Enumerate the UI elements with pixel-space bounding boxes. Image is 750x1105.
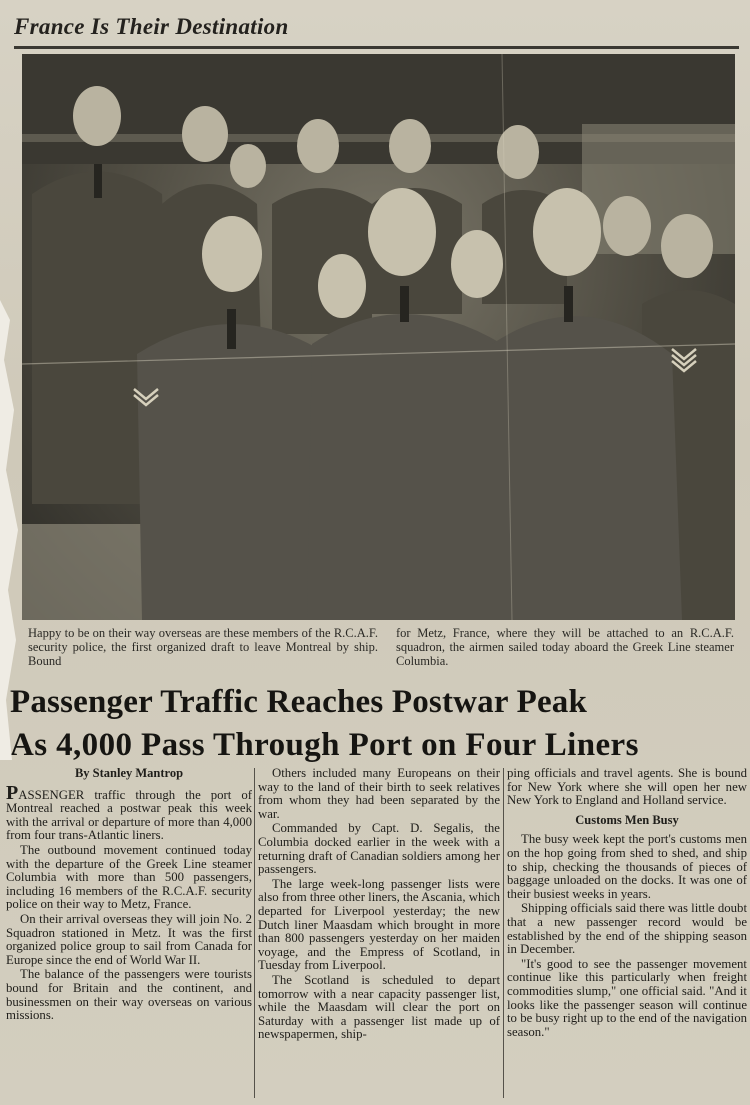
- kicker-rule: [14, 46, 739, 49]
- group-photo-airmen: [22, 54, 735, 620]
- article-paragraph: Commanded by Capt. D. Segalis, the Columbia docked earlier in the week with a returning draft of Canadian soldiers among her passengers.: [258, 821, 500, 877]
- front-row-uniforms: [137, 314, 682, 620]
- byline: By Stanley Mantrop: [74, 766, 184, 780]
- article-paragraph: The balance of the passengers were tourists bound for Britain and the continent, and businessmen on their way overseas on various missions.: [6, 967, 252, 1023]
- article-headline-line1: Passenger Traffic Reaches Postwar Peak: [10, 684, 588, 720]
- article-headline-line2: As 4,000 Pass Through Port on Four Liners: [10, 727, 639, 763]
- column-divider: [503, 768, 504, 1098]
- photo-caption-right: for Metz, France, where they will be attached to an R.C.A.F. squadron, the airmen sailed today aboard the Greek Line steamer Columbia.: [396, 626, 734, 668]
- article-paragraph: Others included many Europeans on their way to the land of their birth to seek relatives from whom they had been separated by the war.: [258, 766, 500, 821]
- photo-kicker-headline: France Is Their Destination: [14, 14, 289, 39]
- photo-illustration: [22, 54, 735, 620]
- article-paragraph: The large week-long passenger lists were also from three other liners, the Ascania, which departed for Liverpool yesterday; the new Dutch liner Maasdam which brought in more than 800 passengers yesterday on her maiden voyage, and the Empress of Scotland, in Tuesday from Liverpool.: [258, 876, 500, 973]
- drop-cap: P: [6, 781, 19, 804]
- article-paragraph: On their arrival overseas they will join No. 2 Squadron stationed in Metz. It was the first organized police group to sail from Canada for Europe since the end of World War II.: [6, 911, 252, 967]
- article-paragraph: "It's good to see the passenger movement continue like this particularly when freight commodities slump," one official said. "And it looks like the passenger season will continue to be busy right up to the end of the navigation season.": [507, 956, 747, 1039]
- subhead: Customs Men Busy: [575, 812, 679, 827]
- photo-caption-left: Happy to be on their way overseas are these members of the R.C.A.F. security police, the first organized draft to leave Montreal by ship. Bound: [28, 626, 378, 668]
- article-column-2: [258, 767, 500, 1043]
- article-column-3: [507, 767, 747, 1040]
- article-paragraph: Shipping officials said there was little doubt that a new passenger record would be established by the end of the shipping season in December.: [507, 901, 747, 957]
- article-paragraph: The Scotland is scheduled to depart tomorrow with a near capacity passenger list, while the Maasdam will clear the port on Saturday with a passenger list made up of newspapermen, ship-: [258, 972, 500, 1042]
- article-column-1: [6, 767, 252, 1024]
- paragraph-text: ASSENGER traffic through the port of Montreal reached a postwar peak this week with the arrival or departure of more than 4,000 from four trans-Atlantic liners.: [6, 787, 252, 843]
- article-paragraph: [6, 781, 252, 843]
- article-paragraph: ping officials and travel agents. She is bound for New York where she will open her new New York to England and Holland service.: [507, 766, 747, 808]
- column-divider: [254, 768, 255, 1098]
- torn-edge: [0, 300, 30, 760]
- article-paragraph: The outbound movement continued today with the departure of the Greek Line steamer Columbia with more than 500 passengers, including 16 members of the R.C.A.F. security police on their way to Metz, France.: [6, 842, 252, 912]
- article-paragraph: The busy week kept the port's customs men on the hop going from shed to shed, and ship to ship, checking the thousands of pieces of baggage unloaded on the docks. It was one of their busiest weeks in years.: [507, 832, 747, 901]
